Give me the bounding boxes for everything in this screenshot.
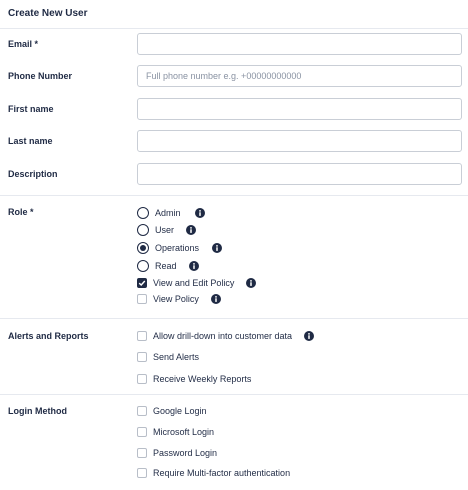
info-icon[interactable] bbox=[195, 208, 205, 218]
login-label: Login Method bbox=[8, 406, 67, 416]
radio-button[interactable] bbox=[137, 207, 149, 219]
role-option-label: Admin bbox=[155, 208, 181, 218]
policy-view-and-edit[interactable] bbox=[137, 276, 256, 290]
checkbox[interactable] bbox=[137, 448, 147, 458]
phone-label: Phone Number bbox=[8, 71, 73, 81]
checkbox[interactable] bbox=[137, 331, 147, 341]
first-name-label: First name bbox=[8, 104, 54, 114]
page-title: Create New User bbox=[8, 8, 88, 19]
last-name-label: Last name bbox=[8, 136, 53, 146]
alerts-option-drill-down[interactable] bbox=[137, 329, 314, 343]
login-option-password[interactable] bbox=[137, 446, 217, 460]
policy-label: View Policy bbox=[153, 294, 199, 304]
checkbox[interactable] bbox=[137, 352, 147, 362]
info-icon[interactable] bbox=[211, 294, 221, 304]
info-icon[interactable] bbox=[186, 225, 196, 235]
role-option-label: Operations bbox=[155, 243, 200, 253]
description-label: Description bbox=[8, 169, 58, 179]
login-option-mfa[interactable] bbox=[137, 466, 290, 480]
alerts-label: Alerts and Reports bbox=[8, 331, 89, 341]
divider bbox=[0, 28, 468, 29]
info-icon[interactable] bbox=[189, 261, 199, 271]
email-label: Email * bbox=[8, 39, 39, 49]
alerts-option-weekly-reports[interactable] bbox=[137, 372, 251, 386]
description-field[interactable] bbox=[137, 163, 462, 185]
checkbox[interactable] bbox=[137, 468, 147, 478]
alerts-option-label: Allow drill-down into customer data bbox=[153, 331, 293, 341]
checkbox-checked[interactable] bbox=[137, 278, 147, 288]
role-option-label: Read bbox=[155, 261, 177, 271]
radio-button[interactable] bbox=[137, 224, 149, 236]
radio-button-selected[interactable] bbox=[137, 242, 149, 254]
alerts-option-label: Send Alerts bbox=[153, 352, 200, 362]
login-option-label: Google Login bbox=[153, 406, 207, 416]
info-icon[interactable] bbox=[304, 331, 314, 341]
divider bbox=[0, 318, 468, 319]
divider bbox=[0, 195, 468, 196]
alerts-option-send-alerts[interactable] bbox=[137, 350, 199, 364]
policy-label: View and Edit Policy bbox=[153, 278, 235, 288]
login-option-label: Password Login bbox=[153, 448, 218, 458]
first-name-field[interactable] bbox=[137, 98, 462, 120]
phone-field[interactable] bbox=[137, 65, 462, 87]
last-name-field[interactable] bbox=[137, 130, 462, 152]
info-icon[interactable] bbox=[212, 243, 222, 253]
policy-view[interactable] bbox=[137, 292, 221, 306]
login-option-google[interactable] bbox=[137, 404, 207, 418]
role-option-admin[interactable] bbox=[137, 206, 205, 220]
login-option-label: Microsoft Login bbox=[153, 427, 215, 437]
login-option-microsoft[interactable] bbox=[137, 425, 214, 439]
role-option-operations[interactable] bbox=[137, 241, 222, 255]
checkbox[interactable] bbox=[137, 406, 147, 416]
checkmark-icon bbox=[138, 279, 146, 287]
checkbox[interactable] bbox=[137, 374, 147, 384]
divider bbox=[0, 394, 468, 395]
checkbox[interactable] bbox=[137, 427, 147, 437]
role-option-user[interactable] bbox=[137, 223, 196, 237]
email-field[interactable] bbox=[137, 33, 462, 55]
info-icon[interactable] bbox=[246, 278, 256, 288]
login-option-label: Require Multi-factor authentication bbox=[153, 468, 291, 478]
role-option-read[interactable] bbox=[137, 259, 199, 273]
radio-button[interactable] bbox=[137, 260, 149, 272]
checkbox[interactable] bbox=[137, 294, 147, 304]
role-option-label: User bbox=[155, 225, 175, 235]
role-label: Role * bbox=[8, 207, 34, 217]
alerts-option-label: Receive Weekly Reports bbox=[153, 374, 252, 384]
